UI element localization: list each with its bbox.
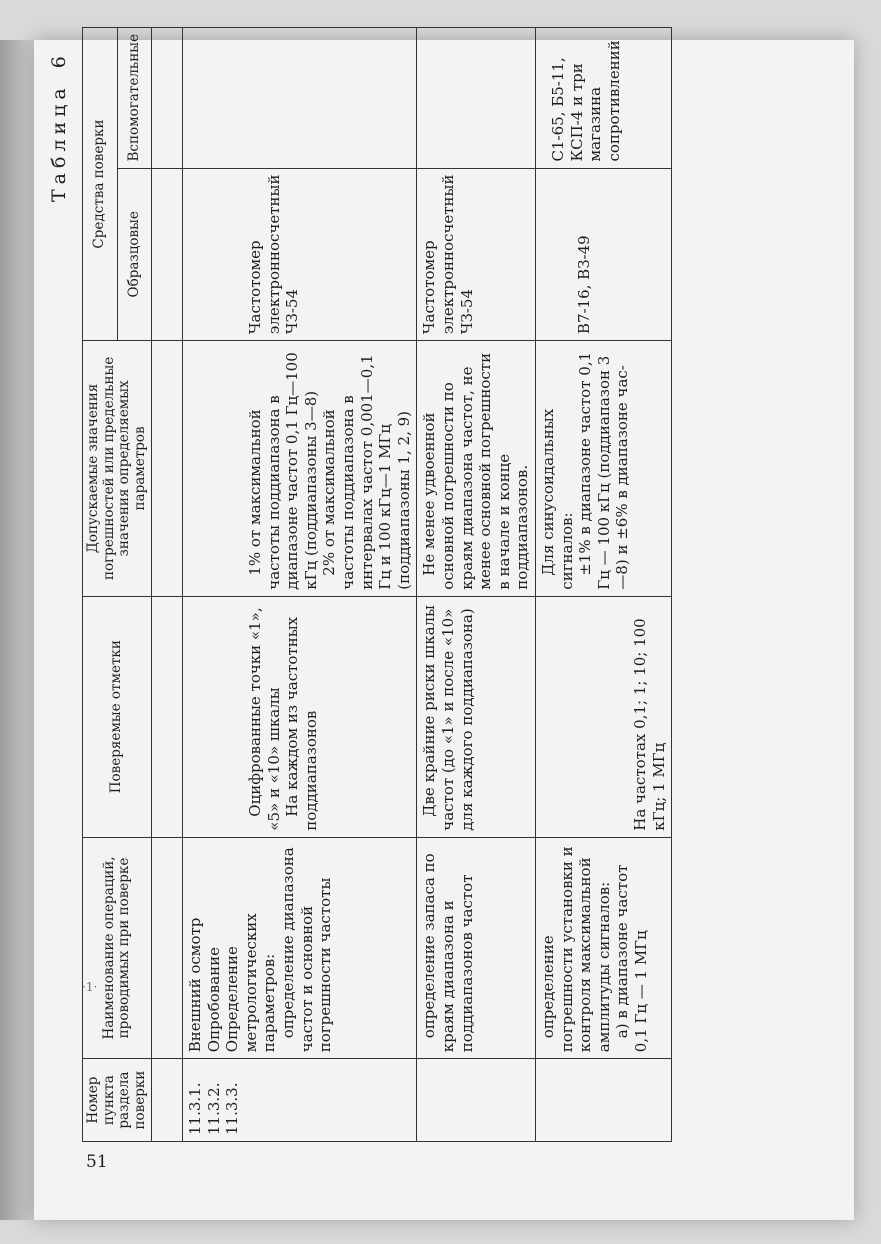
cell-auxiliary xyxy=(535,28,671,169)
table-title-word: Таблица xyxy=(48,83,70,202)
cell-marks xyxy=(417,596,536,837)
corner-mark: ·1· xyxy=(82,980,98,994)
operation-text: Внешний осмотр xyxy=(186,917,205,1053)
cell-auxiliary xyxy=(417,28,536,169)
cell-marks xyxy=(183,596,417,837)
operation-text: Опробование xyxy=(204,946,223,1053)
exemplary-instrument: Частотомер электронносчетный ЧЗ-54 xyxy=(246,174,302,335)
operation-text: определение запаса по краям диапазона и поддиапазонов частот xyxy=(420,853,476,1053)
cell-operation xyxy=(417,837,536,1059)
cell-tolerance xyxy=(183,341,417,597)
verification-table xyxy=(82,27,672,1142)
cell-tolerance xyxy=(417,341,536,597)
scan-edge xyxy=(0,40,34,1220)
item-number: 11.3.3. xyxy=(223,1082,242,1135)
table-row xyxy=(535,28,671,1142)
page-number: 51 xyxy=(86,1152,108,1172)
marks-text: На каждом из частотных поддиапазонов xyxy=(283,616,320,831)
rotated-table-block xyxy=(44,20,844,1170)
tolerance-text: Не менее удвоенной основной погрешности по краям диапазона частот, не менее основной погрешности в начале и конце поддиапазонов. xyxy=(420,352,532,590)
table-number: 6 xyxy=(48,56,70,69)
header-item-number: Номер пункта раздела поверки xyxy=(83,1059,152,1142)
tolerance-text: Для синусоидальных сигналов: xyxy=(538,408,576,590)
auxiliary-instrument: С1-65, Б5-11, КСП-4 и три магазина сопротивлений xyxy=(548,40,623,162)
cell-tolerance xyxy=(535,341,671,597)
item-number: 11.3.2. xyxy=(204,1082,223,1135)
table-row xyxy=(183,28,417,1142)
tolerance-text: ±1% в диапазоне частот 0,1 Гц — 100 кГц (поддиапазон 3—8) и ±6% в диапазоне час- xyxy=(576,351,632,590)
operation-text: Определение метрологических параметров: xyxy=(223,913,279,1053)
cell-item-number xyxy=(535,1059,671,1142)
operation-text: определение диапазона частот и основной погрешности частоты xyxy=(279,847,335,1053)
table-row xyxy=(417,28,536,1142)
table-spacer-row xyxy=(152,28,183,1142)
document-page xyxy=(34,34,854,1220)
cell-exemplary xyxy=(535,168,671,341)
marks-text: Оцифрованные точки «1», «5» и «10» шкалы xyxy=(246,607,283,831)
marks-text: На частотах 0,1; 1; 10; 100 кГц; 1 МГц xyxy=(630,618,668,831)
marks-text: Две крайние риски шкалы частот (до «1» и после «10» для каждого поддиапазона) xyxy=(420,605,476,831)
operation-text: а) в диапазоне частот 0,1 Гц — 1 МГц xyxy=(613,864,650,1053)
header-exemplary: Образцовые xyxy=(117,168,152,341)
header-verification-means: Средства поверки xyxy=(83,28,118,341)
tolerance-text: 2% от максимальной частоты поддиапазона в интервалах частот 0,001—0,1 Гц и 100 кГц—1 МГц (поддиапазоны 1, 2, 9) xyxy=(320,354,413,590)
table-title xyxy=(48,56,70,202)
cell-exemplary xyxy=(417,168,536,341)
header-operations: Наименование операций, проводимых при поверке xyxy=(83,837,152,1059)
tolerance-text: 1% от максимальной частоты поддиапазона в диапазоне частот 0,1 Гц—100 кГц (поддиапазоны 3—8) xyxy=(246,352,320,590)
item-number: 11.3.1. xyxy=(186,1082,205,1135)
exemplary-instrument: Частотомер электронносчетный ЧЗ-54 xyxy=(420,174,476,335)
exemplary-instrument: В7-16, ВЗ-49 xyxy=(574,235,593,335)
operation-text: определение погрешности установки и контроля максимальной амплитуды сигналов: xyxy=(538,846,613,1053)
cell-operation xyxy=(535,837,671,1059)
header-tolerances: Допускаемые значения погрешностей или предельные значения определяемых параметров xyxy=(83,341,152,597)
cell-marks xyxy=(535,596,671,837)
cell-operation xyxy=(183,837,417,1059)
header-marks: Поверяемые отметки xyxy=(83,596,152,837)
cell-item-number xyxy=(417,1059,536,1142)
header-auxiliary: Вспомогательные xyxy=(117,28,152,169)
cell-item-number xyxy=(183,1059,417,1142)
cell-exemplary xyxy=(183,168,417,341)
cell-auxiliary xyxy=(183,28,417,169)
